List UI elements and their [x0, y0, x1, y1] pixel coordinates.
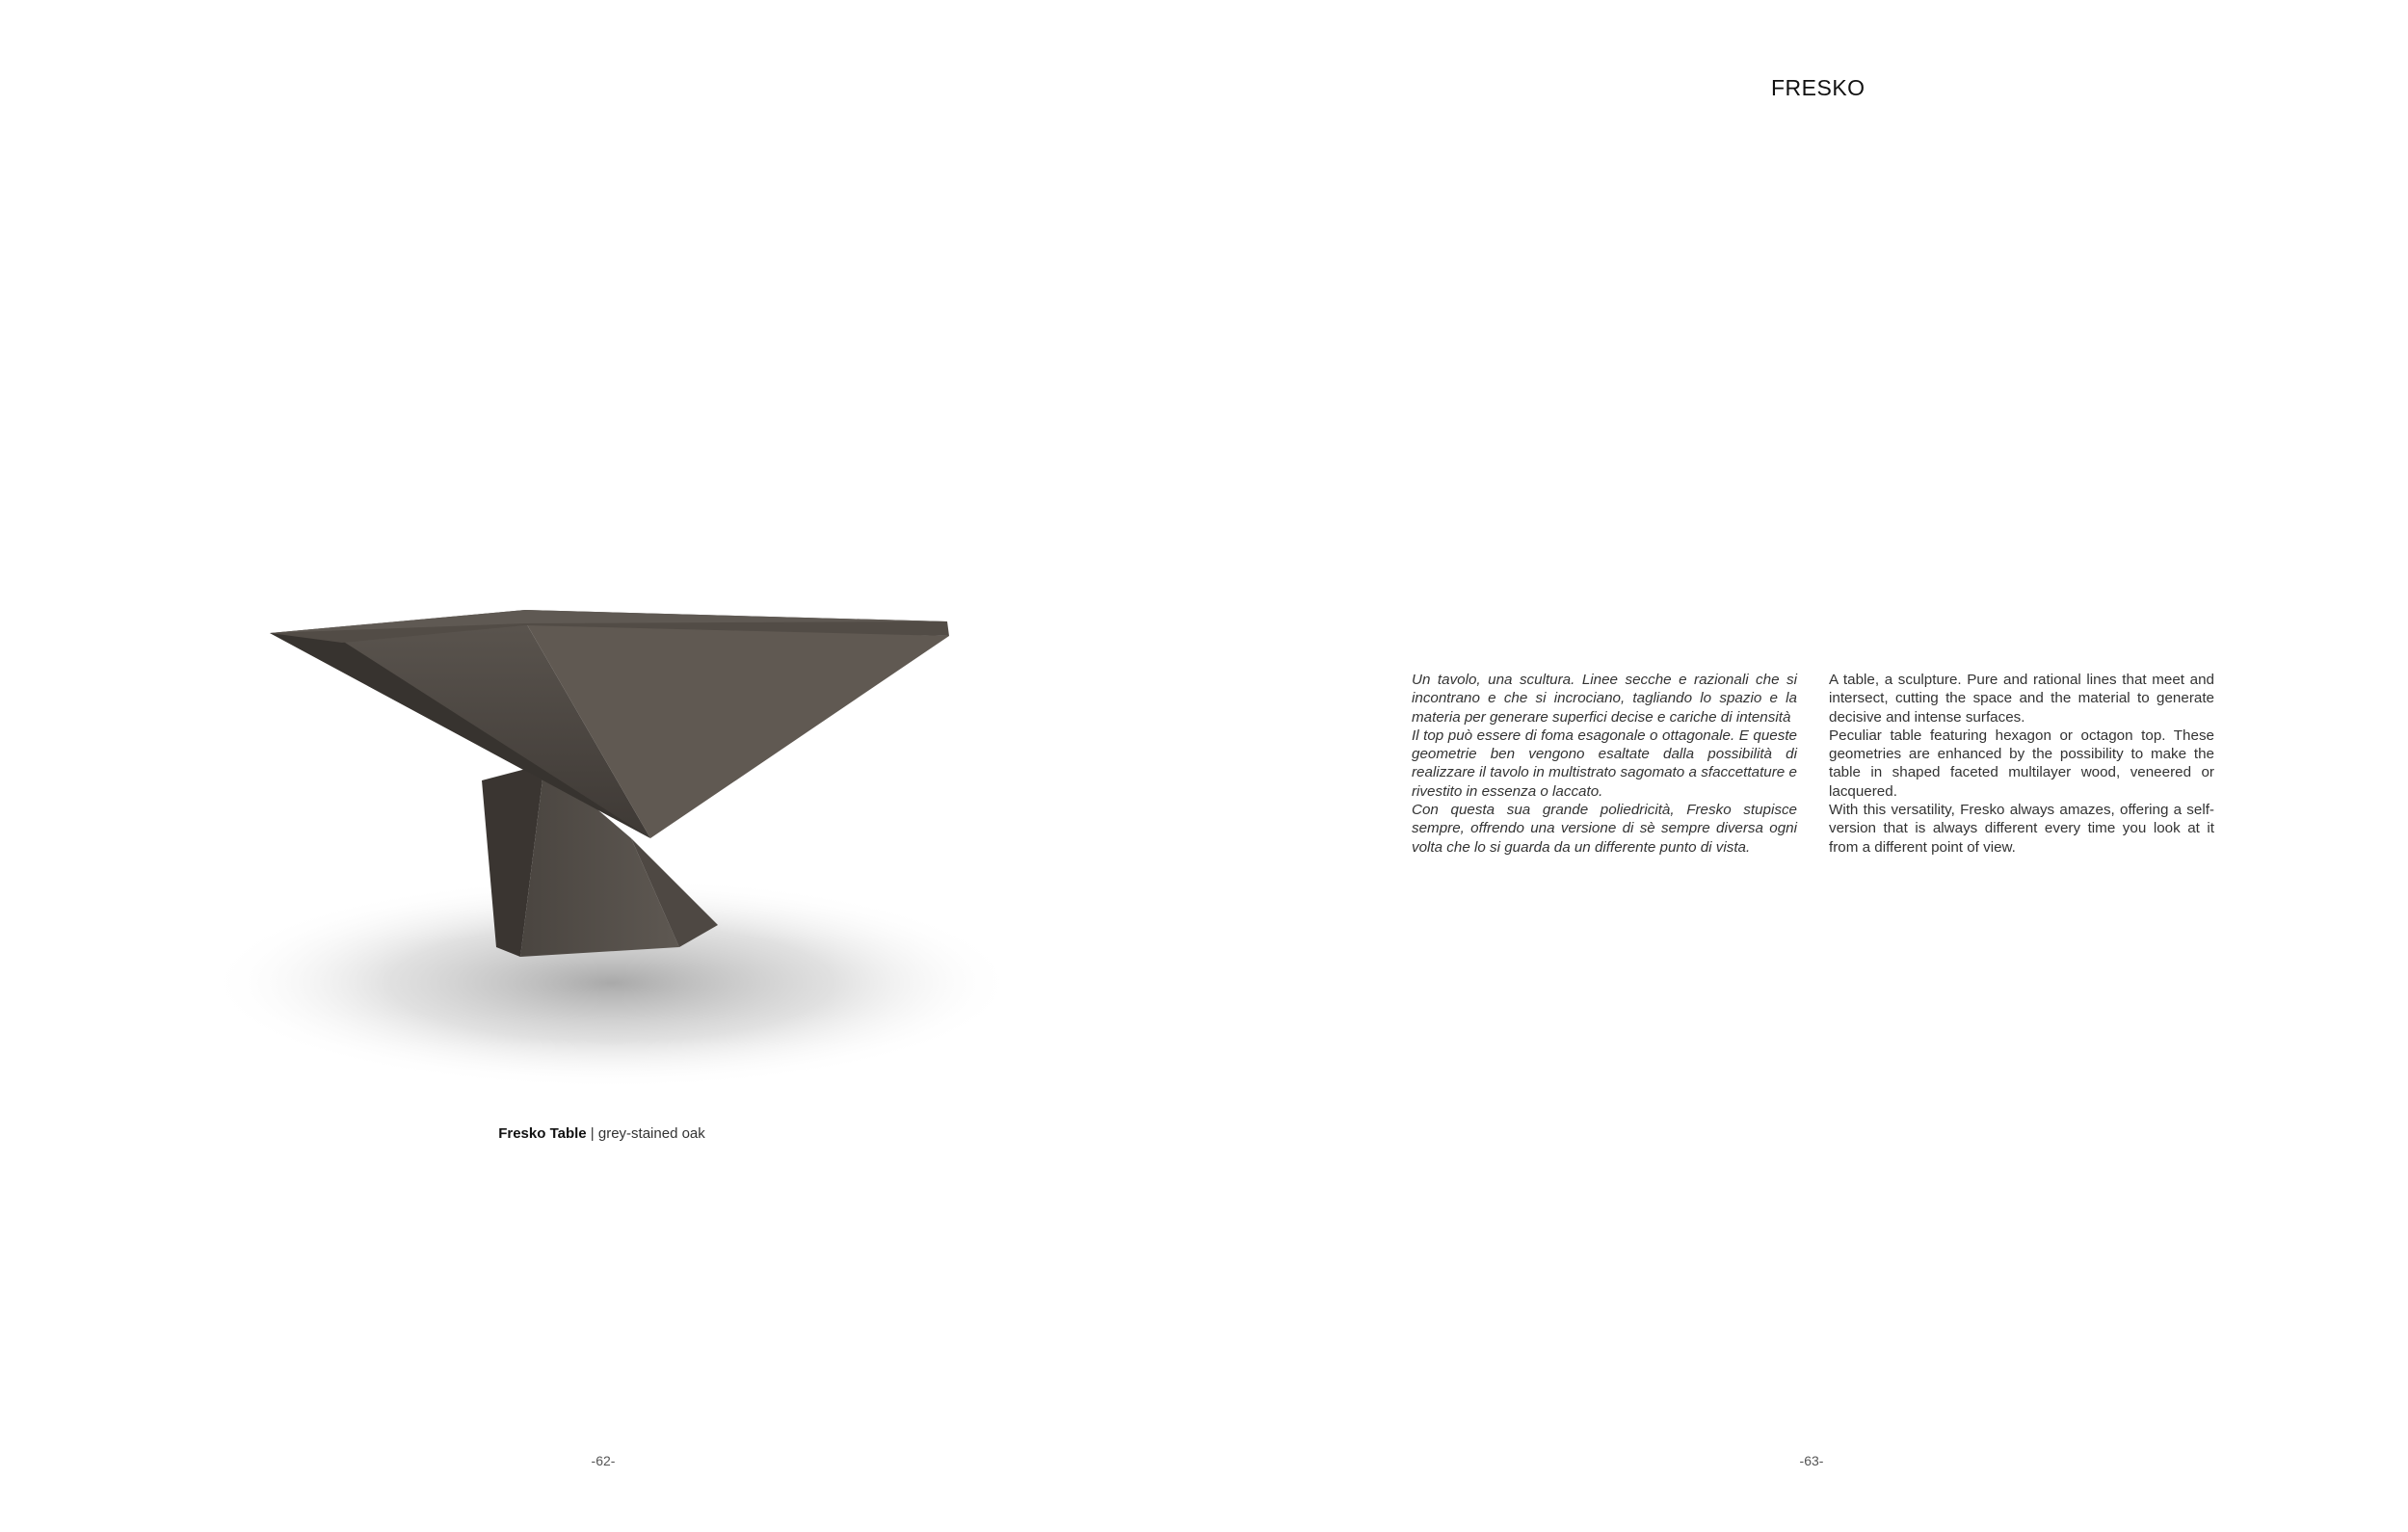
italian-paragraph-3: Con questa sua grande poliedricità, Fresko stupisce sempre, offrendo una versione di sè sempre diversa ogni volta che lo si guarda da un differente punto di vista.: [1412, 802, 1797, 856]
page-number-right: -63-: [1799, 1453, 1824, 1468]
table-illustration: [198, 583, 1065, 1084]
page-title: FRESKO: [1771, 75, 1866, 100]
right-page: [1204, 0, 2408, 1532]
italian-description: [1412, 671, 1797, 857]
fresko-table-image: [198, 583, 1065, 1084]
english-paragraph-1: A table, a sculpture. Pure and rational lines that meet and intersect, cutting the space and the material to generate decisive and intense surfaces.: [1829, 672, 2214, 726]
english-paragraph-2: Peculiar table featuring hexagon or octagon top. These geometries are enhanced by the possibility to make the table in shaped faceted multilayer wood, veneered or lacquered.: [1829, 726, 2214, 800]
english-paragraph-3: With this versatility, Fresko always amazes, offering a self-version that is always different every time you look at it from a different point of view.: [1829, 802, 2214, 856]
italian-paragraph-2: Il top può essere di foma esagonale o ottagonale. E queste geometrie ben vengono esaltate dalla possibilità di realizzare il tavolo in multistrato sagomato a sfaccettature e rivestito in essenza o laccato.: [1412, 726, 1797, 800]
caption-finish: | grey-stained oak: [586, 1125, 705, 1142]
image-caption: [0, 1125, 1204, 1142]
caption-product-name: Fresko Table: [498, 1125, 587, 1142]
english-description: [1829, 671, 2214, 857]
italian-paragraph-1: Un tavolo, una scultura. Linee secche e razionali che si incontrano e che si incrociano, tagliando lo spazio e la materia per generare superfici decise e cariche di intensità: [1412, 672, 1797, 726]
page-number-left: -62-: [591, 1453, 616, 1468]
